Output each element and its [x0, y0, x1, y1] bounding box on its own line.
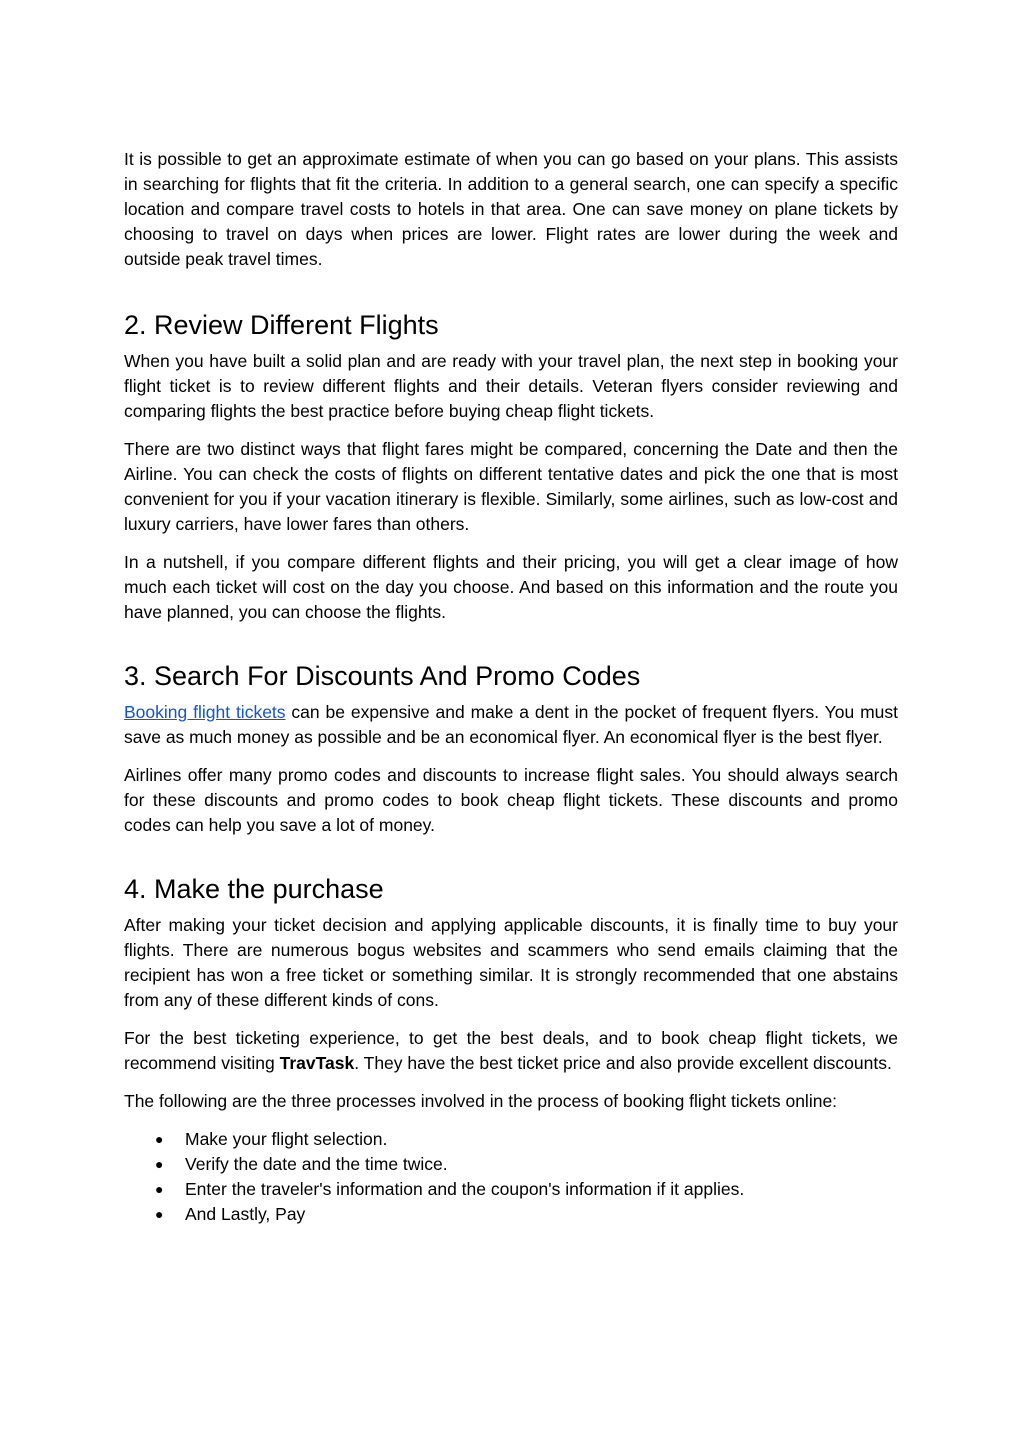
section-2-heading: 2. Review Different Flights — [124, 310, 439, 340]
bullet-icon: ● — [155, 1131, 164, 1147]
list-item — [124, 1202, 898, 1227]
section-2-paragraph-2: There are two distinct ways that flight fares might be compared, concerning the Date and then the Airline. You can check the costs of flights on different tentative dates and pick the one that is most convenient for you if your vacation itinerary is flexible. Similarly, some airlines, such as low-cost and luxury carriers, have lower fares than others. — [124, 439, 898, 534]
section-3-paragraph-1 — [124, 700, 898, 750]
list-item — [124, 1127, 898, 1152]
list-item-text: Make your flight selection. — [185, 1129, 388, 1149]
list-item-text: And Lastly, Pay — [185, 1204, 306, 1224]
intro-paragraph: It is possible to get an approximate estimate of when you can go based on your plans. This assists in searching for flights that fit the criteria. In addition to a general search, one can specify a specific location and compare travel costs to hotels in that area. One can save money on plane tickets by choosing to travel on days when prices are lower. Flight rates are lower during the week and outside peak travel times. — [124, 149, 898, 269]
section-4-paragraph-2 — [124, 1026, 898, 1076]
section-2-paragraph-1: When you have built a solid plan and are ready with your travel plan, the next step in booking your flight ticket is to review different flights and their details. Veteran flyers consider reviewing and comparing flights the best practice before buying cheap flight tickets. — [124, 351, 898, 421]
section-4-paragraph-2-tail: . They have the best ticket price and also provide excellent discounts. — [354, 1053, 892, 1073]
section-4-paragraph-3: The following are the three processes involved in the process of booking flight tickets online: — [124, 1091, 838, 1111]
travtask-brand: TravTask — [279, 1053, 355, 1073]
section-4-paragraph-2-lead: For the best ticketing experience, to get the best deals, and to book cheap flight tickets, we recommend visiting — [124, 1028, 898, 1073]
section-4-heading: 4. Make the purchase — [124, 874, 384, 904]
list-item-text: Verify the date and the time twice. — [185, 1154, 448, 1174]
list-item — [124, 1152, 898, 1177]
section-4-paragraph-1: After making your ticket decision and applying applicable discounts, it is finally time to buy your flights. There are numerous bogus websites and scammers who send emails claiming that the recipient has won a free ticket or something similar. It is strongly recommended that one abstains from any of these different kinds of cons. — [124, 915, 898, 1010]
process-list — [124, 1127, 898, 1227]
list-item-text: Enter the traveler's information and the coupon's information if it applies. — [185, 1179, 745, 1199]
list-item — [124, 1177, 898, 1202]
section-3-heading: 3. Search For Discounts And Promo Codes — [124, 661, 641, 691]
bullet-icon: ● — [155, 1181, 164, 1197]
section-3-paragraph-2: Airlines offer many promo codes and discounts to increase flight sales. You should always search for these discounts and promo codes to book cheap flight tickets. These discounts and promo codes can help you save a lot of money. — [124, 765, 898, 835]
bullet-icon: ● — [155, 1206, 164, 1222]
section-2-paragraph-3: In a nutshell, if you compare different flights and their pricing, you will get a clear image of how much each ticket will cost on the day you choose. And based on this information and the route you have planned, you can choose the flights. — [124, 552, 898, 622]
booking-flight-tickets-link[interactable]: Booking flight tickets — [124, 702, 286, 722]
bullet-icon: ● — [155, 1156, 164, 1172]
document-page — [124, 147, 898, 1227]
section-3-paragraph-1-text: can be expensive and make a dent in the pocket of frequent flyers. You must save as much money as possible and be an economical flyer. An economical flyer is the best flyer. — [124, 702, 898, 747]
